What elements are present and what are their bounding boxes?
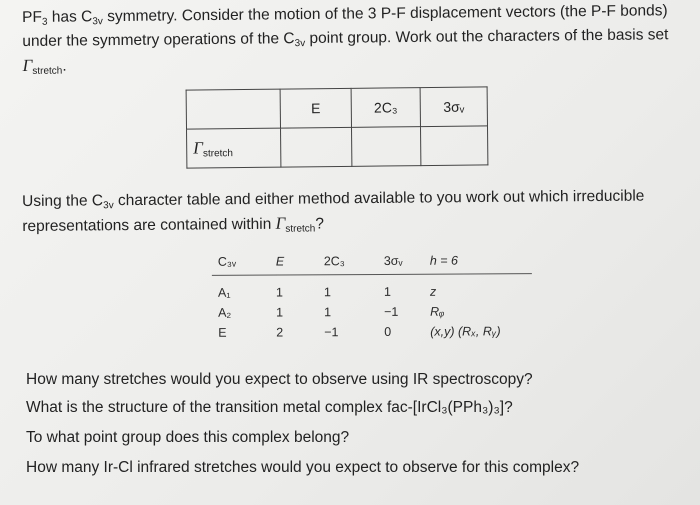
row-label-gamma-stretch: $\Gamma_{stretch}$ xyxy=(187,128,281,168)
char-row-e: E 2 −1 0 (x,y) (Rₓ, Rᵧ) xyxy=(218,324,501,340)
cell-e[interactable] xyxy=(281,127,352,167)
group-order: h = 6 xyxy=(429,253,459,268)
question-point-group: To what point group does this complex belong? xyxy=(26,429,350,446)
char-table-header xyxy=(212,251,532,276)
question-ir-cl-stretches: How many Ir-Cl infrared stretches would you expect to observe for this complex? xyxy=(26,459,580,476)
header-e: E xyxy=(280,88,351,128)
question-ir-stretches: How many stretches would you expect to observe using IR spectroscopy? xyxy=(26,371,533,388)
char-row-a1: A₁ 1 1 1 z xyxy=(217,284,437,300)
question-complex-structure: What is the structure of the transition metal complex fac-[IrCl₃(PPh₃)₃]? xyxy=(26,399,513,416)
question-irreducible-reps: Using the $C_{3v}$ character table and either method available to you work out which irreducible representations are contained within Γstretch? xyxy=(22,187,645,235)
char-row-a2: A₂ 1 1 −1 Rᵩ xyxy=(218,304,445,320)
table-corner-cell xyxy=(186,89,280,129)
cell-3sigma-v[interactable] xyxy=(420,126,487,166)
header-3sigma-v: 3σᵥ xyxy=(420,87,487,127)
header-2c3: 2C₃ xyxy=(351,88,420,128)
class-3sigma-v: 3σᵥ xyxy=(383,253,403,268)
table-header-row xyxy=(186,87,487,129)
stretch-character-table xyxy=(186,86,489,168)
intro-paragraph: $PF_3$ has $C_{3v}$ symmetry. Consider the motion of the 3 P-F displacement vectors (the P-F bonds) under the symmetry operations of the $C_{3v}$ point group. Work out the characters of the basis set Γstretch. xyxy=(22,2,669,77)
class-e: E xyxy=(275,254,285,269)
cell-2c3[interactable] xyxy=(351,127,420,167)
gamma-symbol: Γ xyxy=(22,55,33,75)
class-2c3: 2C₃ xyxy=(323,254,345,269)
table-row-gamma-stretch xyxy=(187,126,488,168)
c3v-character-table xyxy=(212,251,532,344)
group-label: C₃ᵥ xyxy=(217,254,236,269)
